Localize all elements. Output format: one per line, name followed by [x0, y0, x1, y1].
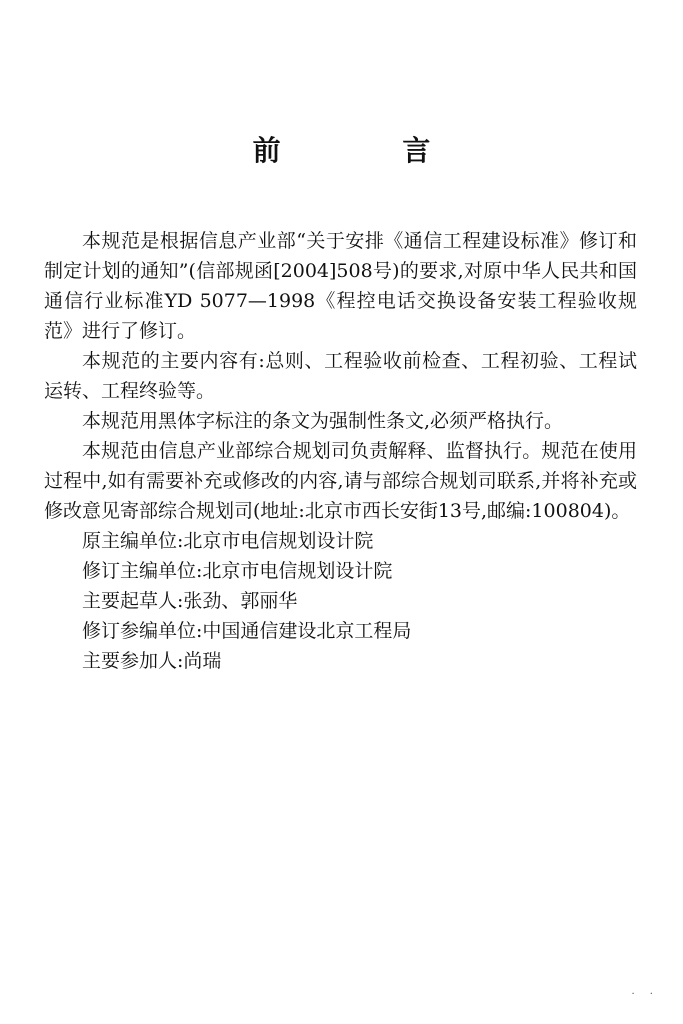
- scan-speck: · ·: [631, 989, 659, 1000]
- preface-paragraph: 本规范的主要内容有:总则、工程验收前检查、工程初验、工程试运转、工程终验等。: [44, 350, 637, 402]
- page-title: 前 言: [252, 134, 487, 167]
- preface-body: [44, 226, 637, 676]
- credit-line: 修订主编单位:北京市电信规划设计院: [82, 560, 393, 582]
- preface-paragraph: 本规范用黑体字标注的条文为强制性条文,必须严格执行。: [82, 410, 564, 432]
- credit-line: 主要起草人:张劲、郭丽华: [82, 590, 298, 612]
- credit-line: 原主编单位:北京市电信规划设计院: [82, 530, 374, 552]
- preface-paragraph: 本规范由信息产业部综合规划司负责解释、监督执行。规范在使用过程中,如有需要补充或修改的内容,请与部综合规划司联系,并将补充或修改意见寄部综合规划司(地址:北京市西长安街13号,邮编:100804)。: [44, 440, 637, 522]
- credit-line: 主要参加人:尚瑞: [82, 650, 222, 672]
- preface-paragraph: 本规范是根据信息产业部“关于安排《通信工程建设标准》修订和制定计划的通知”(信部规函[2004]508号)的要求,对原中华人民共和国通信行业标准YD 5077—1998《程控电话交换设备安装工程验收规范》进行了修订。: [44, 230, 637, 342]
- credit-line: 修订参编单位:中国通信建设北京工程局: [82, 620, 412, 642]
